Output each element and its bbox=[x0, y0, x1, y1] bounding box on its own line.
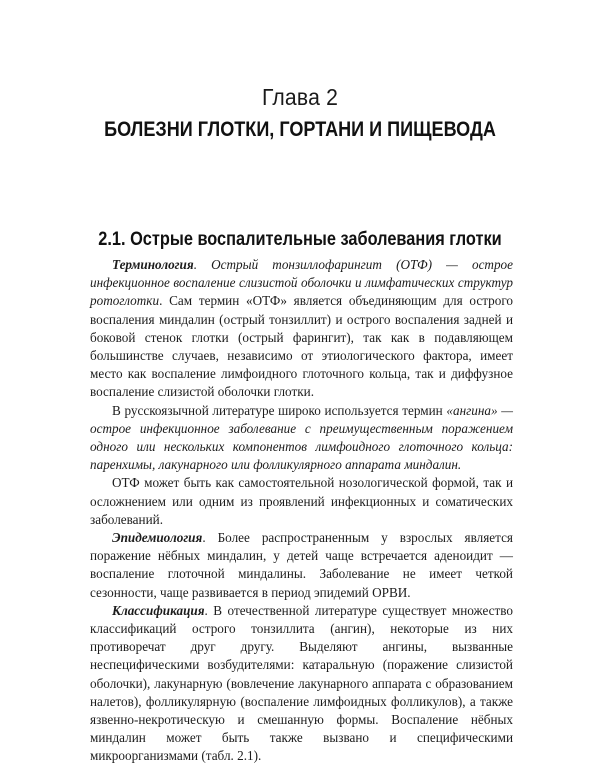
paragraph-angina bbox=[90, 402, 513, 475]
term-classification: Классификация bbox=[112, 602, 205, 618]
definition-otf: . Острый тонзиллофарингит (ОТФ) — острое инфекционное воспаление слизистой оболочки и лимфатических структур ротоглотки bbox=[90, 257, 513, 309]
paragraph-otf-form bbox=[90, 474, 513, 529]
paragraph-classification bbox=[90, 602, 513, 766]
chapter-label: Глава 2 bbox=[261, 84, 339, 110]
body-text bbox=[90, 256, 513, 766]
section-title: 2.1. Острые воспалительные заболевания глотки bbox=[98, 229, 502, 250]
term-terminology: Терминология bbox=[112, 257, 194, 272]
paragraph-text: . Сам термин «ОТФ» является объединяющим для острого воспаления миндалин (острый тонзиллит) и острого воспаления задней и боковой стенок глотки (острый фарингит), так как в подавляющем большинстве случаев, независимо от этиологического фактора, имеет место как воспаление лимфоидного глоточного кольца, так и диффузное воспаление слизистой оболочки глотки. bbox=[90, 293, 513, 400]
paragraph-epidemiology bbox=[90, 529, 513, 602]
paragraph-text: В русскоязычной литературе широко используется термин bbox=[112, 402, 447, 418]
paragraph-text: ОТФ может быть как самостоятельной нозологической формой, так и осложнением или одним из проявлений инфекционных и соматических заболеваний. bbox=[90, 475, 513, 527]
paragraph-terminology bbox=[90, 256, 513, 402]
paragraph-text: . В отечественной литературе существует множество классификаций острого тонзиллита (ангин), некоторые из них противоречат друг другу. Выделяют ангины, вызванные неспецифическими возбудителями: катаральную (поражение слизистой оболочки), лакунарную (вовлечение лакунарного аппарата с образованием налетов), фолликулярную (воспаление лимфоидных фолликулов), а также язвенно-некротическую и смешанную формы. Воспаление нёбных миндалин может быть также вызвано и специфическими микроорганизмами (табл. 2.1). bbox=[90, 602, 513, 764]
chapter-title: БОЛЕЗНИ ГЛОТКИ, ГОРТАНИ И ПИЩЕВОДА bbox=[104, 118, 496, 141]
definition-angina: «ангина» — острое инфекционное заболевание с преимущественным поражением одного или нескольких компонентов лимфоидного глоточного кольца: паренхимы, лакунарного или фолликулярного аппарата миндалин. bbox=[90, 402, 513, 473]
paragraph-text: . Более распространенным у взрослых является поражение нёбных миндалин, у детей чаще встречается аденоидит — воспаление глоточной миндалины. Заболевание не имеет четкой сезонности, чаще развивается в период эпидемий ОРВИ. bbox=[90, 530, 513, 600]
term-epidemiology: Эпидемиология bbox=[112, 530, 203, 546]
